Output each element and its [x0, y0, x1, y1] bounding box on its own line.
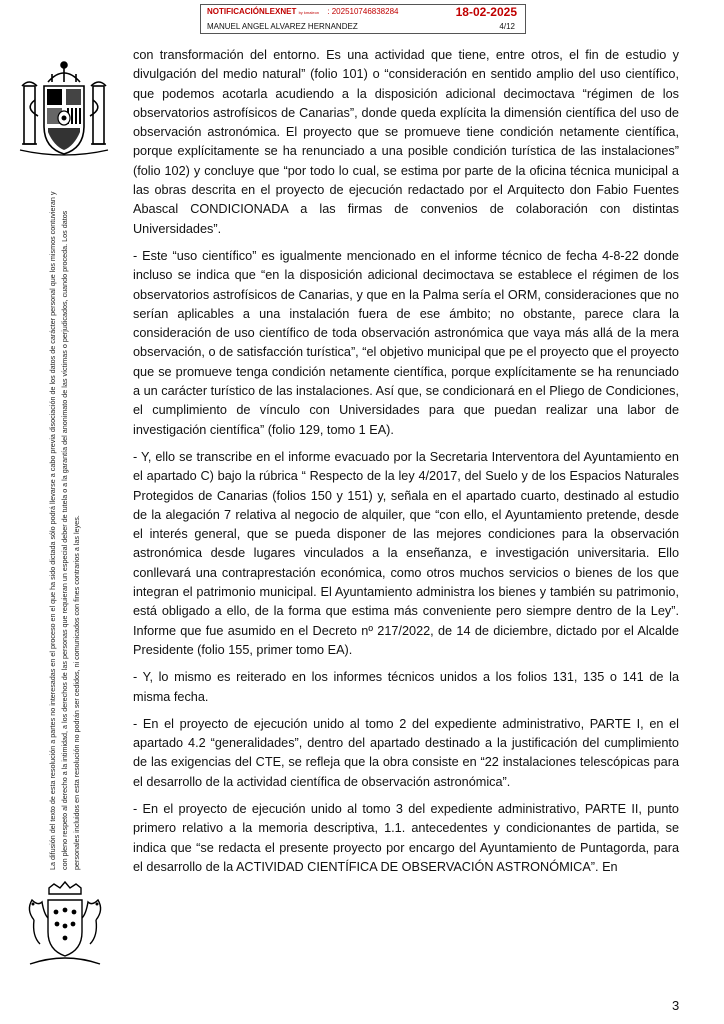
paragraph: - Y, ello se transcribe en el informe evacuado por la Secretaria Interventora del Ayuntamiento en el apartado C) bajo la rúbrica “ Respecto de la ley 4/2017, del Suelo y de los Espacios Naturales Protegidos de Canarias (folios 150 y 151) y, señala en el apartado cuarto, destinado al estudio de la alegación 7 relativa al negocio de alquiler, que “con ello, el Ayuntamiento pretende, desde el interés general, que se pueda disponer de las mejores condiciones para la observación astronómica desde lugares vinculados a la enseñanza, e investigación universitaria. Ello conllevará una contraprestación económica, como otros muchos servicios o bienes de los que integran el patrimonio municipal. El Ayuntamiento administra los bienes y también su patrimonio, está obligado a ello, de la forma que estima más conveniente pero siempre dentro de la Ley”. Informe que fue asumido en el Decreto nº 217/2022, de 14 de diciembre, dictado por el Alcalde Presidente (folio 155, primer tomo EA). [133, 449, 679, 657]
canary-islands-seal-icon [24, 880, 106, 970]
notification-code: : 202510746838284 [327, 7, 399, 16]
paragraph: - En el proyecto de ejecución unido al tomo 2 del expediente administrativo, PARTE I, en el apartado 4.2 “generalidades”, dentro del apartado destinado a la justificación del cumplimiento de las exigencias del CTE, se refleja que la obra consiste en “22 instalaciones telescópicas para el desarrollo de la actividad científica de observación astronómica”. [133, 716, 679, 789]
notification-system: LEXNET [264, 7, 297, 16]
notification-recipient: MANUEL ANGEL ALVAREZ HERNANDEZ [207, 22, 358, 31]
notification-line [207, 7, 398, 16]
notification-by: by kmaleon [298, 10, 320, 15]
paragraph: con transformación del entorno. Es una actividad que tiene, entre otros, el fin de estudio y divulgación del medio natural” (folio 101) o “consideración en sentido amplio del uso científico, que podemos acotarla acudiendo a la disposición adicional decimoctava “régimen de los observatorios astrofísicos de Canarias”, donde queda explícita la dimensión científica del uso de observación astronómica. El proyecto que se promueve tiene condición netamente científica, porque explícitamente se ha renunciado a una posible condición turística de las instalaciones” (folio 102) y concluye que “por todo lo cual, se estima por parte de la oficina técnica municipal a las obras descrita en el proyecto de ejecución redactado por el Arquitecto don Fabio Fuentes Abascal CONDICIONADA a las firmas de convenios de colaboración con distintas Universidades”. [133, 48, 679, 236]
coat-of-arms-icon [14, 56, 114, 166]
notification-brand: NOTIFICACIÓN [207, 7, 265, 16]
paragraph: - Este “uso científico” es igualmente mencionado en el informe técnico de fecha 4-8-22 donde incluso se indica que “en la disposición adicional decimoctava se establece el régimen de los observatorios astrofísicos de Canarias, y que en la Palma sería el ORM, consideraciones que no serían aplicables a una instalación fuera de ese ámbito; no obstante, parece clara la consideración de uso científico de toda observación astronómica que vaya más allá de la mera observación, o de satisfacción turística”, “el objetivo municipal que pe el proyecto que el proyecto que se promueve tenga condición netamente científica, porque explícitamente se ha renunciado a un carácter turístico de las instalaciones. Así que, se condicionará en el Pliego de Condiciones, el cumplimiento de vínculo con Universidades para que puedan realizar una labor de investigación científica” (folio 129, tomo 1 EA). [133, 248, 679, 437]
paragraph: - Y, lo mismo es reiterado en los informes técnicos unidos a los folios 131, 135 o 141 de la misma fecha. [133, 670, 679, 704]
page-number: 3 [672, 998, 680, 1013]
document-body [133, 46, 679, 885]
notification-pages: 4/12 [499, 22, 515, 31]
notification-date: 18-02-2025 [455, 5, 517, 19]
lexnet-notification-header [200, 4, 526, 34]
paragraph: - En el proyecto de ejecución unido al tomo 3 del expediente administrativo, PARTE II, punto primero relativo a la memoria descriptiva, 1.1. antecedentes y condicionantes de partida, se indica que “se redacta el presente proyecto por encargo del Ayuntamiento de Puntagorda, para el desarrollo de la ACTIVIDAD CIENTÍFICA DE OBSERVACIÓN ASTRONÓMICA”. En [133, 801, 679, 874]
privacy-disclaimer-text: La difusión del texto de esta resolución a partes no interesadas en el proceso en el que ha sido dictada sólo podrá llevarse a cabo previa disociación de los datos de carácter personal que los mismos contuvieran y con pleno respeto al derecho a la intimidad, a los derechos de las personas que requieran un especial deber de tutela o a la garantía del anonimato de las víctimas o perjudicados, cuando proceda. Los datos personales incluidos en esta resolución no podrán ser cedidos, ni comunicados con fines contrarios a las leyes. [48, 191, 81, 870]
privacy-disclaimer-margin [15, 190, 115, 870]
